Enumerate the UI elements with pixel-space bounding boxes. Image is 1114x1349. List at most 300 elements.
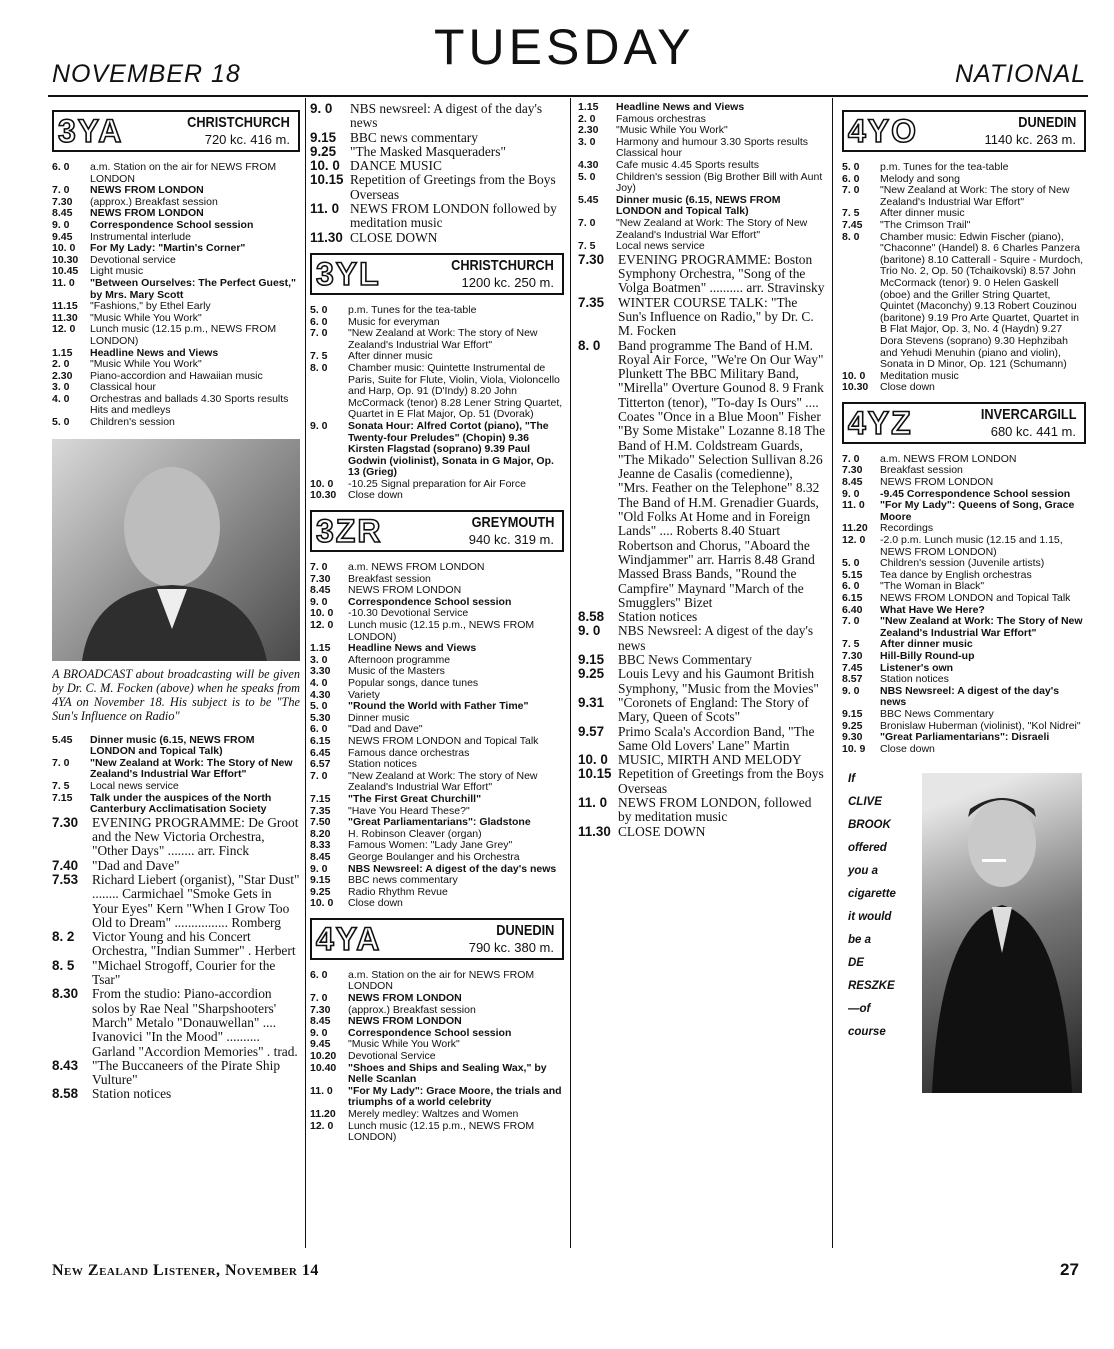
schedule-description: WINTER COURSE TALK: "The Sun's Influence on Radio," by Dr. C. M. Focken <box>618 294 814 339</box>
schedule-description: Children's session (Big Brother Bill with Aunt Joy) <box>616 170 823 195</box>
schedule-item <box>310 970 564 993</box>
schedule-description: Station notices <box>880 673 949 686</box>
schedule-description: Merely medley: Waltzes and Women <box>348 1108 519 1120</box>
schedule-time: 10.30 <box>310 489 337 502</box>
advert-line: you a <box>848 865 879 878</box>
schedule-item <box>842 732 1086 744</box>
station-city: CHRISTCHURCH <box>187 114 290 131</box>
schedule-description: Close down <box>348 897 403 910</box>
schedule-time: 7.30 <box>52 814 79 830</box>
schedule-time: 7. 0 <box>52 756 70 769</box>
schedule-description: EVENING PROGRAMME: Boston Symphony Orchestra, "Song of the Volga Boatmen" .......... arr. Stravinsky <box>618 251 825 296</box>
schedule-description: Famous Women: "Lady Jane Grey" <box>348 839 513 852</box>
station-box-3zr <box>310 510 564 552</box>
schedule-time: 7. 5 <box>842 207 860 220</box>
schedule-description: Dinner music (6.15, NEWS FROM LONDON and Topical Talk) <box>90 733 255 758</box>
schedule-time: 7. 0 <box>842 452 860 465</box>
station-call: 4YZ <box>848 404 913 441</box>
schedule-time: 5.45 <box>52 733 73 746</box>
schedule-time: 6.45 <box>310 746 331 759</box>
schedule-description: Headline News and Views <box>348 642 477 655</box>
schedule-description: NBS newsreel: A digest of the day's news <box>350 102 543 131</box>
schedule-time: 10. 0 <box>310 477 334 490</box>
schedule-time: 5. 0 <box>310 303 328 316</box>
schedule-time: 6.15 <box>310 734 331 747</box>
schedule-description: "The Buccaneers of the Pirate Ship Vulture" <box>92 1057 281 1088</box>
schedule-item <box>310 898 564 910</box>
schedule-description: "Dad and Dave" <box>348 723 423 736</box>
column-3 <box>578 102 826 1252</box>
schedule-item <box>578 796 826 825</box>
schedule-time: 6.40 <box>842 603 863 616</box>
column-1 <box>52 102 300 1252</box>
schedule-description: "For My Lady": Queens of Song, Grace Moore <box>880 499 1075 523</box>
schedule-description: Radio Rhythm Revue <box>348 885 448 898</box>
schedule-description: "Michael Strogoff, Courier for the Tsar" <box>92 957 276 988</box>
schedule-description: "Music While You Work" <box>616 124 728 137</box>
station-box-4yo <box>842 110 1086 152</box>
advert-line: CLIVE <box>848 796 882 809</box>
schedule-item <box>310 1109 564 1121</box>
schedule-time: 10. 0 <box>578 752 608 768</box>
schedule-description: Sonata Hour: Alfred Cortot (piano), "The Twenty-four Preludes" (Chopin) 9.36 Kirsten Flagstad (soprano) 9.39 Paul Godwin (violinist), Sonata in G Major, Op. 13 (Grieg) <box>348 419 554 479</box>
schedule-item <box>578 241 826 253</box>
schedule-description: Variety <box>348 688 380 701</box>
schedule-description: Chamber music: Quintette Instrumental de Paris, Suite for Flute, Violin, Viola, Violoncello and Harp, Op. 91 (D'Indy) 8.20 John McCormack (tenor) 8.28 Lener String Quartet, Quartet in E Flat Major, Op. 51 (Dvorak) <box>348 361 563 421</box>
schedule-time: 9.25 <box>310 885 331 898</box>
schedule-item <box>310 736 564 748</box>
schedule-time: 5. 0 <box>842 161 860 173</box>
schedule-description: Melody and song <box>880 172 960 185</box>
schedule-description: "New Zealand at Work: The Story of New Zealand's Industrial War Effort" <box>880 615 1083 639</box>
schedule-description: "New Zealand at Work: The Story of New Zealand's Industrial War Effort" <box>616 216 808 241</box>
schedule-time: 9.25 <box>842 719 863 732</box>
schedule-description: Station notices <box>348 758 417 771</box>
schedule-time: 7. 0 <box>842 615 860 628</box>
schedule-description: Headline News and Views <box>616 102 745 113</box>
station-city: INVERCARGILL <box>980 405 1076 423</box>
schedule-description: NEWS FROM LONDON <box>348 1015 462 1028</box>
schedule-item <box>52 735 300 758</box>
schedule-description: EVENING PROGRAMME: De Groot and the New Victoria Orchestra, "Other Days" ........ arr. Finck <box>92 814 299 859</box>
schedule-description: "Music While You Work" <box>348 1038 460 1051</box>
station-frequency: 790 kc. 380 m. <box>468 939 554 955</box>
station-box-3ya <box>52 110 300 152</box>
schedule-description: Victor Young and his Concert Orchestra, "Indian Summer" . Herbert <box>92 929 296 959</box>
schedule-item <box>310 562 564 574</box>
schedule-4ya <box>310 970 564 1144</box>
schedule-description: NEWS FROM LONDON <box>90 207 204 220</box>
schedule-description: NEWS FROM LONDON <box>348 584 462 597</box>
schedule-item <box>310 202 564 231</box>
schedule-item <box>578 137 826 160</box>
schedule-description: Headline News and Views <box>90 346 219 359</box>
schedule-time: 3.30 <box>310 665 331 678</box>
header-day: TUESDAY <box>434 19 695 75</box>
schedule-time: 7. 0 <box>310 561 328 574</box>
schedule-time: 9.15 <box>578 652 605 668</box>
schedule-time: 7. 5 <box>578 240 596 253</box>
schedule-item <box>52 781 300 793</box>
schedule-description: "Have You Heard These?" <box>348 804 470 817</box>
schedule-item <box>52 324 300 347</box>
schedule-time: 10. 0 <box>842 369 866 382</box>
schedule-time: 3. 0 <box>310 653 328 666</box>
schedule-description: NEWS FROM LONDON and Topical Talk <box>880 592 1071 604</box>
schedule-description: Famous orchestras <box>616 112 706 125</box>
schedule-time: 10.40 <box>310 1061 337 1074</box>
advert-line: offered <box>848 842 887 855</box>
schedule-description: Piano-accordion and Hawaiian music <box>90 369 263 382</box>
schedule-description: DANCE MUSIC <box>350 158 442 174</box>
footer-publication: New Zealand Listener, November 14 <box>52 1262 319 1279</box>
schedule-time: 12. 0 <box>842 534 866 547</box>
schedule-description: "The First Great Churchill" <box>348 792 482 805</box>
schedule-description: Correspondence School session <box>90 218 254 231</box>
schedule-time: 3. 0 <box>578 135 596 148</box>
schedule-item <box>578 172 826 195</box>
schedule-description: Local news service <box>90 780 179 793</box>
schedule-description: -10.30 Devotional Service <box>348 607 469 620</box>
schedule-item <box>310 852 564 864</box>
schedule-item <box>842 651 1086 663</box>
schedule-time: 11.30 <box>578 823 611 839</box>
man-with-cigarette-icon <box>922 773 1082 1093</box>
schedule-description: "For My Lady": Grace Moore, the trials and triumphs of a world celebrity <box>348 1084 562 1109</box>
schedule-description: Band programme The Band of H.M. Royal Air Force, "We're On Our Way" Plunkett The BBC Military Band, "Mirella" Overture Gounod 8. 9 Frank Titterton (tenor), "To-day Is Ours" .... Coates "Once in a Blue Moon" Fisher "By Some Mistake" Lozanne 8.18 The Band of H.M. Coldstream Guards, "The Mikado" Selection Sullivan 8.26 Jeanne de Casalis (comedienne), "Mrs. Feather on the Telephone" 8.32 The Band of H.M. Grenadier Guards, "Old Folks At Home and in Foreign Lands" .... Roberts 8.40 Stuart Robertson and Chorus, "Aboard the Windjammer" arr. Harris 8.48 Grand Massed Brass Bands, "Round the Campfire" Maynard "March of the Smugglers" Bizet <box>618 337 826 610</box>
schedule-description: "The Crimson Trail" <box>880 218 971 231</box>
schedule-item <box>842 686 1086 709</box>
schedule-item <box>310 173 564 202</box>
schedule-time: 11. 0 <box>52 276 75 289</box>
schedule-item <box>842 220 1086 232</box>
schedule-item <box>310 159 564 173</box>
column-4 <box>842 102 1086 1252</box>
schedule-time: 4.30 <box>578 158 599 171</box>
schedule-description: "New Zealand at Work: The Story of New Zealand's Industrial War Effort" <box>90 756 293 781</box>
schedule-description: BBC news commentary <box>348 874 458 887</box>
schedule-time: 11. 0 <box>310 201 340 217</box>
schedule-item <box>52 359 300 371</box>
schedule-time: 9.15 <box>842 707 863 720</box>
header-rule <box>48 95 1088 97</box>
schedule-item <box>842 185 1086 208</box>
schedule-time: 8.58 <box>52 1086 79 1102</box>
schedule-time: 10.30 <box>52 253 79 266</box>
schedule-time: 8. 0 <box>310 361 328 374</box>
schedule-description: "Round the World with Father Time" <box>348 700 529 713</box>
schedule-description: a.m. Station on the air for NEWS FROM LONDON <box>90 161 277 185</box>
schedule-time: 7. 0 <box>310 327 328 340</box>
schedule-time: 6. 0 <box>310 968 328 981</box>
schedule-3ya-late <box>310 102 564 245</box>
schedule-time: 7.30 <box>310 1003 331 1016</box>
schedule-item <box>310 1121 564 1144</box>
schedule-item <box>310 759 564 771</box>
schedule-item <box>52 987 300 1058</box>
schedule-time: 5.30 <box>310 711 331 724</box>
schedule-time: 1.15 <box>52 346 73 359</box>
schedule-description: BBC news commentary <box>350 129 478 145</box>
schedule-time: 2. 0 <box>578 112 596 125</box>
station-box-3yl <box>310 253 564 295</box>
schedule-description: Light music <box>90 265 144 278</box>
schedule-description: Talk under the auspices of the North Canterbury Acclimatisation Society <box>90 791 272 816</box>
schedule-item <box>310 305 564 317</box>
schedule-time: 8.45 <box>310 1015 331 1028</box>
schedule-item <box>52 758 300 781</box>
schedule-item <box>52 959 300 988</box>
schedule-item <box>310 620 564 643</box>
schedule-time: 11. 0 <box>842 499 865 512</box>
schedule-item <box>578 653 826 667</box>
schedule-description: Dinner music (6.15, NEWS FROM LONDON and Topical Talk) <box>616 193 781 218</box>
schedule-time: 4. 0 <box>52 392 70 405</box>
schedule-item <box>52 220 300 232</box>
schedule-time: 11. 0 <box>310 1084 333 1097</box>
schedule-item <box>310 993 564 1005</box>
schedule-time: 7.30 <box>842 464 863 477</box>
schedule-time: 7. 5 <box>842 638 860 651</box>
schedule-item <box>578 218 826 241</box>
schedule-item <box>52 816 300 859</box>
schedule-description: Lunch music (12.15 p.m., NEWS FROM LONDON) <box>348 619 535 643</box>
schedule-item <box>842 500 1086 523</box>
schedule-time: 12. 0 <box>310 1119 334 1132</box>
schedule-description: NEWS FROM LONDON followed by meditation music <box>350 201 557 231</box>
schedule-time: 7. 0 <box>310 992 328 1005</box>
schedule-description: CLOSE DOWN <box>350 229 438 245</box>
station-frequency: 680 kc. 441 m. <box>990 423 1076 439</box>
station-call: 3YL <box>316 255 381 292</box>
schedule-time: 8.45 <box>310 584 331 597</box>
schedule-time: 9. 0 <box>310 595 328 608</box>
schedule-description: NBS Newsreel: A digest of the day's news <box>880 684 1060 709</box>
schedule-description: Devotional Service <box>348 1050 436 1063</box>
schedule-description: Local news service <box>616 240 705 253</box>
schedule-time: 5. 0 <box>310 700 328 713</box>
schedule-description: (approx.) Breakfast session <box>348 1003 476 1016</box>
schedule-time: 7.35 <box>578 294 605 310</box>
schedule-description: Lunch music (12.15 p.m., NEWS FROM LONDON) <box>348 1119 535 1144</box>
schedule-3ya <box>52 162 300 429</box>
schedule-description: a.m. NEWS FROM LONDON <box>348 561 485 574</box>
schedule-item <box>52 243 300 255</box>
schedule-item <box>578 195 826 218</box>
schedule-time: 8.43 <box>52 1057 79 1073</box>
schedule-time: 8. 2 <box>52 929 75 945</box>
schedule-item <box>842 744 1086 756</box>
advert-text <box>848 773 928 1103</box>
schedule-description: Bronislaw Huberman (violinist), "Kol Nidrei" <box>880 719 1081 732</box>
schedule-time: 6.15 <box>842 592 863 604</box>
schedule-description: Hill-Billy Round-up <box>880 649 975 662</box>
schedule-description: After dinner music <box>880 638 973 651</box>
schedule-description: "Dad and Dave" <box>92 857 180 873</box>
schedule-time: 9.15 <box>310 129 337 145</box>
schedule-time: 12. 0 <box>52 323 76 336</box>
schedule-description: Louis Levy and his Gaumont British Symphony, "Music from the Movies" <box>618 666 819 696</box>
schedule-item <box>578 825 826 839</box>
schedule-time: 9.25 <box>578 666 605 682</box>
schedule-item <box>310 231 564 245</box>
schedule-description: BBC News Commentary <box>880 707 994 720</box>
schedule-item <box>310 131 564 145</box>
schedule-item <box>578 296 826 339</box>
schedule-description: "Fashions," by Ethel Early <box>90 300 211 313</box>
schedule-description: NBS Newsreel: A digest of the day's news <box>618 623 814 653</box>
cigarette-advertisement <box>842 773 1086 1113</box>
schedule-time: 11.20 <box>310 1108 336 1120</box>
schedule-time: 7.30 <box>310 572 331 585</box>
schedule-time: 8.57 <box>842 673 863 686</box>
schedule-time: 9.31 <box>578 694 605 710</box>
schedule-4ya-programme <box>578 253 826 839</box>
schedule-item <box>842 593 1086 605</box>
schedule-time: 7. 0 <box>578 216 596 229</box>
schedule-description: Close down <box>880 742 935 755</box>
schedule-4yo <box>842 162 1086 394</box>
schedule-time: 2. 0 <box>52 358 70 371</box>
schedule-time: 7. 0 <box>842 184 860 197</box>
portrait-figure-icon <box>52 439 300 661</box>
schedule-item <box>52 873 300 930</box>
schedule-description: Afternoon programme <box>348 653 451 666</box>
schedule-time: 9. 0 <box>310 1026 328 1039</box>
schedule-time: 11.30 <box>310 229 343 245</box>
portrait-photo <box>52 439 300 661</box>
schedule-item <box>842 162 1086 174</box>
station-city: CHRISTCHURCH <box>451 256 554 274</box>
schedule-description: Primo Scala's Accordion Band, "The Same Old Lovers' Lane" Martin <box>618 723 815 753</box>
schedule-item <box>842 232 1086 371</box>
schedule-item <box>578 667 826 696</box>
schedule-time: 8. 5 <box>52 957 75 973</box>
schedule-description: p.m. Tunes for the tea-table <box>348 303 477 316</box>
schedule-3zr <box>310 562 564 910</box>
station-call: 4YO <box>848 113 919 149</box>
schedule-item <box>310 1051 564 1063</box>
schedule-time: 8.45 <box>52 207 73 220</box>
schedule-time: 5. 0 <box>578 170 596 183</box>
schedule-time: 7.30 <box>52 195 73 208</box>
schedule-item <box>310 328 564 351</box>
schedule-description: a.m. NEWS FROM LONDON <box>880 452 1017 465</box>
station-city: GREYMOUTH <box>471 514 554 532</box>
schedule-description: Popular songs, dance tunes <box>348 677 479 689</box>
schedule-description: Lunch music (12.15 p.m., NEWS FROM LONDON) <box>90 323 277 347</box>
schedule-time: 1.15 <box>310 642 331 655</box>
station-call: 4YA <box>316 920 382 957</box>
schedule-description: -10.25 Signal preparation for Air Force <box>348 477 527 490</box>
schedule-time: 8.20 <box>310 827 331 840</box>
schedule-description: Breakfast session <box>348 572 431 585</box>
advert-line: BROOK <box>848 819 891 832</box>
advert-line: —of <box>848 1003 871 1016</box>
schedule-description: "Great Parliamentarians": Gladstone <box>348 816 531 829</box>
schedule-time: 7.53 <box>52 872 79 887</box>
schedule-time: 9.25 <box>310 143 337 159</box>
schedule-description: Classical hour <box>90 381 156 394</box>
schedule-item <box>842 709 1086 721</box>
schedule-description: NBS Newsreel: A digest of the day's news <box>348 862 557 875</box>
schedule-time: 9.15 <box>310 874 331 887</box>
schedule-time: 10. 0 <box>310 607 334 620</box>
schedule-description: "New Zealand at Work: The story of New Zealand's Industrial War Effort" <box>348 769 538 794</box>
schedule-description: Repetition of Greetings from the Boys Overseas <box>618 766 824 796</box>
schedule-item <box>842 535 1086 558</box>
schedule-description: Repetition of Greetings from the Boys Overseas <box>350 172 556 202</box>
schedule-time: 6. 0 <box>842 580 860 593</box>
column-divider <box>570 98 571 1248</box>
schedule-item <box>842 371 1086 383</box>
schedule-description: Dinner music <box>348 711 410 724</box>
schedule-description: What Have We Here? <box>880 603 985 616</box>
schedule-time: 10.15 <box>578 766 612 782</box>
schedule-description: After dinner music <box>880 207 965 220</box>
schedule-time: 7.50 <box>310 816 331 829</box>
schedule-time: 11.15 <box>52 300 78 313</box>
schedule-description: NEWS FROM LONDON <box>880 476 994 489</box>
schedule-description: -9.45 Correspondence School session <box>880 487 1071 500</box>
header-date: NOVEMBER 18 <box>52 60 241 88</box>
schedule-item <box>578 753 826 767</box>
schedule-item <box>578 253 826 296</box>
column-divider <box>305 98 306 1248</box>
schedule-3yl <box>310 305 564 502</box>
schedule-time: 7.40 <box>52 857 79 873</box>
schedule-3ya-evening <box>52 735 300 816</box>
schedule-item <box>842 663 1086 675</box>
schedule-item <box>578 160 826 172</box>
station-frequency: 940 kc. 319 m. <box>468 532 554 548</box>
schedule-time: 7.15 <box>310 792 331 805</box>
schedule-time: 7. 5 <box>310 350 328 363</box>
schedule-time: 7. 0 <box>52 184 70 197</box>
schedule-time: 5. 0 <box>52 416 70 429</box>
schedule-description: Station notices <box>618 609 698 625</box>
schedule-time: 2.30 <box>52 369 73 382</box>
schedule-time: 8.45 <box>310 850 331 863</box>
schedule-item <box>310 421 564 479</box>
schedule-item <box>578 725 826 754</box>
schedule-description: For My Lady: "Martin's Corner" <box>90 242 246 255</box>
schedule-item <box>310 794 564 806</box>
schedule-item <box>578 102 826 114</box>
advert-line: it would <box>848 911 892 924</box>
schedule-description: Listener's own <box>880 661 954 674</box>
schedule-time: 7. 0 <box>310 769 328 782</box>
schedule-time: 10. 0 <box>52 242 76 255</box>
column-divider <box>832 98 833 1248</box>
schedule-description: Breakfast session <box>880 464 963 477</box>
schedule-description: Correspondence School session <box>348 1026 512 1039</box>
schedule-description: "Coronets of England: The Story of Mary, Queen of Scots" <box>618 694 809 725</box>
schedule-description: "Music While You Work" <box>90 358 202 371</box>
schedule-time: 10.20 <box>310 1050 337 1063</box>
schedule-description: NEWS FROM LONDON and Topical Talk <box>348 734 539 747</box>
schedule-item <box>842 616 1086 639</box>
schedule-time: 6. 0 <box>52 161 70 173</box>
page-number: 27 <box>1060 1260 1079 1279</box>
schedule-item <box>52 301 300 313</box>
station-box-4yz <box>842 402 1086 444</box>
schedule-item <box>310 145 564 159</box>
schedule-item <box>578 624 826 653</box>
schedule-description: From the studio: Piano-accordion solos by Rae Neal "Sharpshooters' March" Metalo "Donauwellan" .... Ivanovici "In the Mood" .......... Garland "Accordion Memories" . trad. <box>92 986 298 1059</box>
schedule-description: Close down <box>880 381 935 394</box>
schedule-time: 7.45 <box>842 661 863 674</box>
